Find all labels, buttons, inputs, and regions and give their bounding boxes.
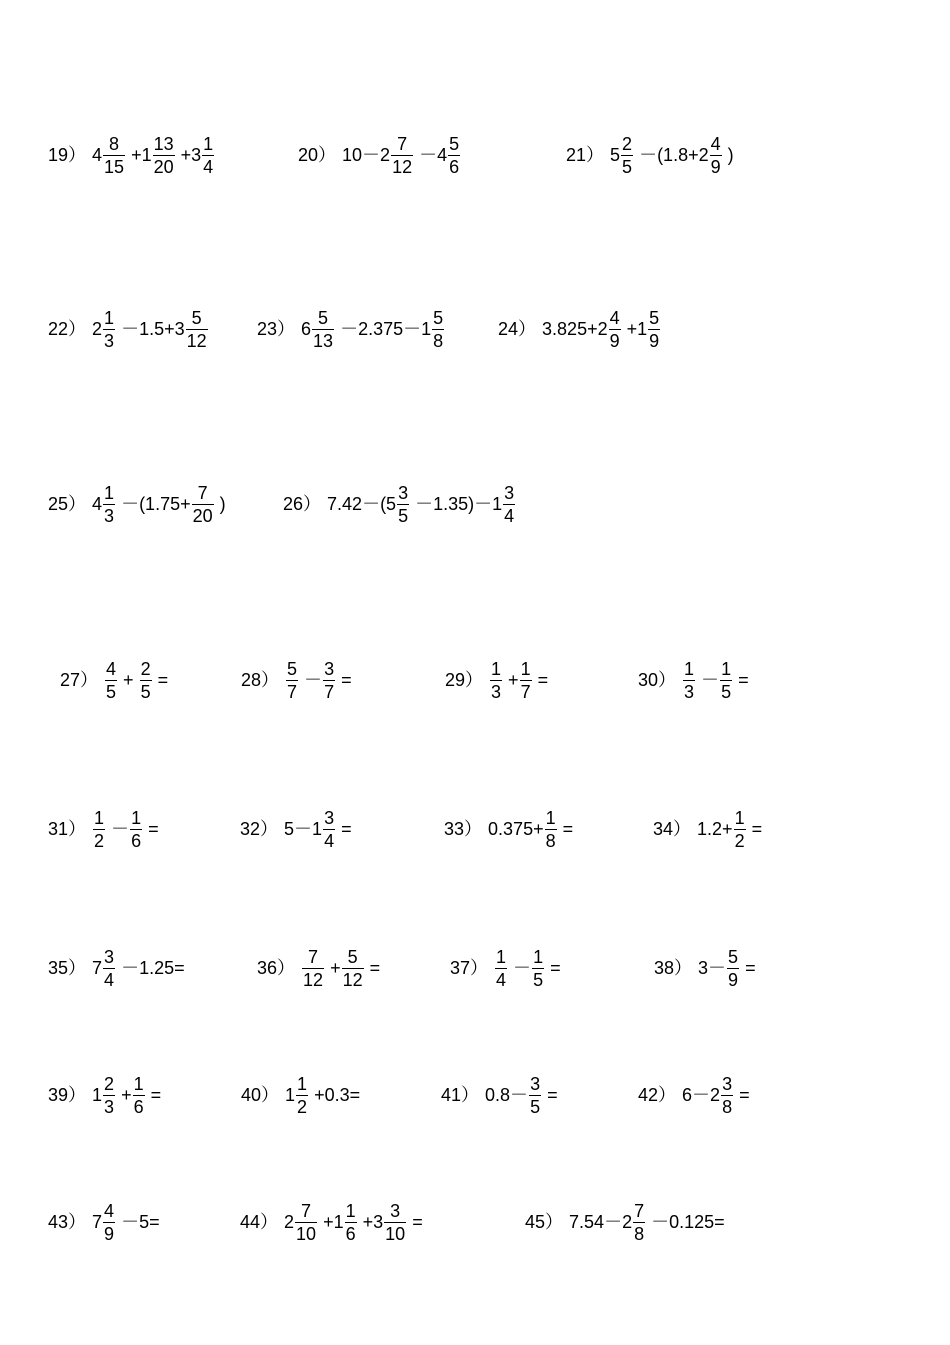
- fraction: [140, 660, 152, 701]
- expression-text: +3: [357, 1212, 384, 1232]
- expression-text: +: [503, 670, 519, 690]
- fraction: [323, 809, 335, 850]
- numerator: 1: [545, 807, 556, 828]
- numerator: 4: [104, 1200, 115, 1221]
- fraction: [93, 809, 105, 850]
- denominator: 8: [433, 330, 444, 351]
- problem-number: 22）: [48, 319, 87, 339]
- fraction: [103, 309, 115, 350]
- expression-text: =: [734, 1085, 750, 1105]
- problem-number: 20）: [298, 145, 337, 165]
- expression-text: －5=: [116, 1212, 160, 1232]
- expression-text: －(1.8+2: [634, 145, 709, 165]
- denominator: 12: [342, 969, 363, 990]
- expression-text: +3: [175, 145, 202, 165]
- problem-number: 30）: [638, 670, 677, 690]
- numerator: 7: [397, 133, 408, 154]
- denominator: 5: [398, 505, 409, 526]
- denominator: 9: [104, 1223, 115, 1244]
- expression-text: －1.35)－1: [410, 494, 503, 514]
- expression-text: =: [733, 670, 749, 690]
- problem-28: [241, 650, 352, 710]
- numerator: 1: [203, 133, 214, 154]
- denominator: 15: [104, 156, 125, 177]
- denominator: 9: [649, 330, 660, 351]
- problem-number: 39）: [48, 1085, 87, 1105]
- numerator: 3: [504, 482, 515, 503]
- problem-33: [444, 799, 573, 859]
- denominator: 3: [104, 1096, 115, 1117]
- problem-43: [48, 1192, 160, 1252]
- expression-text: =: [532, 670, 549, 690]
- problem-45: [525, 1192, 725, 1252]
- expression-text: 7: [92, 1212, 103, 1232]
- expression-text: －: [696, 670, 720, 690]
- fraction: [103, 948, 115, 989]
- problem-32: [240, 799, 352, 859]
- problem-37: [450, 938, 561, 998]
- expression-text: －(1.75+: [116, 494, 191, 514]
- problem-23: [257, 299, 445, 359]
- denominator: 10: [296, 1223, 317, 1244]
- problem-42: [638, 1065, 750, 1125]
- numerator: 2: [104, 1073, 115, 1094]
- denominator: 5: [533, 969, 544, 990]
- fraction: [153, 135, 175, 176]
- expression-text: －0.125=: [646, 1212, 725, 1232]
- problem-number: 34）: [653, 819, 692, 839]
- expression-text: =: [336, 819, 352, 839]
- fraction: [727, 948, 739, 989]
- expression-text: 3－: [698, 958, 727, 978]
- denominator: 20: [153, 156, 174, 177]
- expression-text: 6: [301, 319, 312, 339]
- problem-24: [498, 299, 661, 359]
- fraction: [133, 1075, 145, 1116]
- denominator: 6: [131, 830, 142, 851]
- expression-text: +: [118, 670, 139, 690]
- expression-text: ): [722, 145, 734, 165]
- expression-text: +1: [621, 319, 648, 339]
- fraction: [295, 1202, 317, 1243]
- numerator: 7: [197, 482, 208, 503]
- fraction: [683, 660, 695, 701]
- numerator: 4: [609, 307, 620, 328]
- numerator: 5: [347, 946, 358, 967]
- fraction: [105, 660, 117, 701]
- fraction: [103, 1075, 115, 1116]
- numerator: 5: [728, 946, 739, 967]
- expression-text: =: [545, 958, 561, 978]
- fraction: [448, 135, 460, 176]
- denominator: 6: [345, 1223, 356, 1244]
- problem-number: 38）: [654, 958, 693, 978]
- fraction: [490, 660, 502, 701]
- fraction: [342, 948, 364, 989]
- problem-26: [283, 474, 516, 534]
- numerator: 1: [721, 658, 732, 679]
- numerator: 5: [649, 307, 660, 328]
- expression-text: 2: [284, 1212, 295, 1232]
- fraction: [384, 1202, 406, 1243]
- problem-38: [654, 938, 756, 998]
- fraction: [286, 660, 298, 701]
- numerator: 1: [684, 658, 695, 679]
- denominator: 7: [324, 681, 335, 702]
- denominator: 20: [192, 505, 213, 526]
- denominator: 8: [634, 1223, 645, 1244]
- numerator: 1: [520, 658, 531, 679]
- expression-text: 2: [92, 319, 103, 339]
- problem-34: [653, 799, 762, 859]
- expression-text: －1.25=: [116, 958, 185, 978]
- problem-39: [48, 1065, 161, 1125]
- numerator: 3: [390, 1200, 401, 1221]
- numerator: 3: [398, 482, 409, 503]
- expression-text: 4: [92, 494, 103, 514]
- expression-text: =: [557, 819, 574, 839]
- numerator: 1: [104, 482, 115, 503]
- fraction: [103, 1202, 115, 1243]
- expression-text: 0.375+: [488, 819, 544, 839]
- fraction: [710, 135, 722, 176]
- problem-number: 33）: [444, 819, 483, 839]
- expression-text: －2.375－1: [335, 319, 432, 339]
- expression-text: 5: [610, 145, 621, 165]
- problem-44: [240, 1192, 423, 1252]
- problem-22: [48, 299, 209, 359]
- expression-text: +: [116, 1085, 132, 1105]
- problem-number: 24）: [498, 319, 537, 339]
- numerator: 3: [104, 946, 115, 967]
- fraction: [192, 484, 214, 525]
- numerator: 1: [491, 658, 502, 679]
- denominator: 4: [104, 969, 115, 990]
- expression-text: 1.2+: [697, 819, 733, 839]
- numerator: 1: [104, 307, 115, 328]
- expression-text: 1: [285, 1085, 296, 1105]
- fraction: [720, 660, 732, 701]
- numerator: 5: [449, 133, 460, 154]
- expression-text: =: [740, 958, 756, 978]
- denominator: 12: [186, 330, 207, 351]
- numerator: 5: [318, 307, 329, 328]
- fraction: [103, 484, 115, 525]
- expression-text: =: [336, 670, 352, 690]
- problem-number: 35）: [48, 958, 87, 978]
- fraction: [397, 484, 409, 525]
- fraction: [721, 1075, 733, 1116]
- problem-20: [298, 125, 461, 185]
- fraction: [609, 309, 621, 350]
- expression-text: 0.8－: [485, 1085, 529, 1105]
- numerator: 1: [496, 946, 507, 967]
- problem-number: 40）: [241, 1085, 280, 1105]
- problem-number: 41）: [441, 1085, 480, 1105]
- numerator: 13: [153, 133, 174, 154]
- problem-19: [48, 125, 215, 185]
- denominator: 5: [530, 1096, 541, 1117]
- expression-text: 7.42－(5: [327, 494, 397, 514]
- problem-number: 21）: [566, 145, 605, 165]
- problem-41: [441, 1065, 558, 1125]
- numerator: 1: [297, 1073, 308, 1094]
- numerator: 8: [109, 133, 120, 154]
- denominator: 8: [545, 830, 556, 851]
- expression-text: =: [746, 819, 763, 839]
- problem-number: 37）: [450, 958, 489, 978]
- numerator: 3: [530, 1073, 541, 1094]
- expression-text: 1: [92, 1085, 103, 1105]
- denominator: 9: [728, 969, 739, 990]
- problem-35: [48, 938, 185, 998]
- problem-25: [48, 474, 226, 534]
- problem-number: 26）: [283, 494, 322, 514]
- fraction: [495, 948, 507, 989]
- expression-text: =: [364, 958, 381, 978]
- expression-text: =: [152, 670, 169, 690]
- numerator: 4: [106, 658, 117, 679]
- problem-number: 44）: [240, 1212, 279, 1232]
- numerator: 2: [622, 133, 633, 154]
- fraction: [432, 309, 444, 350]
- problem-number: 32）: [240, 819, 279, 839]
- problem-number: 36）: [257, 958, 296, 978]
- problem-number: 28）: [241, 670, 280, 690]
- denominator: 4: [496, 969, 507, 990]
- expression-text: 3.825+2: [542, 319, 608, 339]
- denominator: 12: [392, 156, 413, 177]
- numerator: 3: [324, 658, 335, 679]
- expression-text: +: [325, 958, 341, 978]
- problem-number: 19）: [48, 145, 87, 165]
- numerator: 5: [287, 658, 298, 679]
- expression-text: 10－2: [342, 145, 391, 165]
- denominator: 4: [324, 830, 335, 851]
- numerator: 1: [533, 946, 544, 967]
- expression-text: ): [214, 494, 226, 514]
- fraction: [621, 135, 633, 176]
- denominator: 4: [203, 156, 214, 177]
- expression-text: －: [299, 670, 323, 690]
- fraction: [520, 660, 532, 701]
- expression-text: 7.54－2: [569, 1212, 633, 1232]
- fraction: [529, 1075, 541, 1116]
- expression-text: 6－2: [682, 1085, 721, 1105]
- denominator: 5: [721, 681, 732, 702]
- fraction: [302, 948, 324, 989]
- denominator: 3: [491, 681, 502, 702]
- denominator: 3: [104, 505, 115, 526]
- denominator: 6: [449, 156, 460, 177]
- problem-number: 43）: [48, 1212, 87, 1232]
- numerator: 5: [191, 307, 202, 328]
- problem-31: [48, 799, 159, 859]
- denominator: 9: [609, 330, 620, 351]
- denominator: 7: [287, 681, 298, 702]
- denominator: 5: [622, 156, 633, 177]
- fraction: [648, 309, 660, 350]
- expression-text: 7: [92, 958, 103, 978]
- problem-number: 25）: [48, 494, 87, 514]
- numerator: 1: [345, 1200, 356, 1221]
- problem-40: [241, 1065, 360, 1125]
- denominator: 13: [313, 330, 334, 351]
- fraction: [545, 809, 557, 850]
- fraction: [633, 1202, 645, 1243]
- expression-text: －4: [414, 145, 448, 165]
- denominator: 12: [303, 969, 324, 990]
- fraction: [345, 1202, 357, 1243]
- fraction: [391, 135, 413, 176]
- fraction: [202, 135, 214, 176]
- problem-number: 42）: [638, 1085, 677, 1105]
- numerator: 3: [324, 807, 335, 828]
- fraction: [130, 809, 142, 850]
- expression-text: =: [145, 1085, 162, 1105]
- expression-text: +1: [318, 1212, 344, 1232]
- numerator: 2: [140, 658, 151, 679]
- expression-text: =: [407, 1212, 423, 1232]
- fraction: [312, 309, 334, 350]
- expression-text: 5－1: [284, 819, 323, 839]
- denominator: 8: [722, 1096, 733, 1117]
- denominator: 5: [140, 681, 151, 702]
- expression-text: －: [508, 958, 532, 978]
- numerator: 1: [734, 807, 745, 828]
- problem-number: 27）: [60, 670, 99, 690]
- problem-number: 31）: [48, 819, 87, 839]
- expression-text: －1.5+3: [116, 319, 185, 339]
- numerator: 5: [433, 307, 444, 328]
- fraction: [323, 660, 335, 701]
- numerator: 7: [308, 946, 319, 967]
- denominator: 2: [734, 830, 745, 851]
- denominator: 7: [520, 681, 531, 702]
- expression-text: =: [143, 819, 159, 839]
- denominator: 6: [133, 1096, 144, 1117]
- denominator: 3: [104, 330, 115, 351]
- denominator: 3: [684, 681, 695, 702]
- denominator: 5: [106, 681, 117, 702]
- problem-27: [60, 650, 168, 710]
- expression-text: =: [542, 1085, 558, 1105]
- numerator: 1: [94, 807, 105, 828]
- fraction: [532, 948, 544, 989]
- expression-text: +0.3=: [309, 1085, 361, 1105]
- problem-21: [566, 125, 734, 185]
- expression-text: 4: [92, 145, 103, 165]
- denominator: 9: [710, 156, 721, 177]
- fraction: [503, 484, 515, 525]
- numerator: 7: [634, 1200, 645, 1221]
- fraction: [186, 309, 208, 350]
- expression-text: +1: [126, 145, 152, 165]
- numerator: 4: [710, 133, 721, 154]
- expression-text: －: [106, 819, 130, 839]
- fraction: [734, 809, 746, 850]
- problem-29: [445, 650, 548, 710]
- numerator: 3: [722, 1073, 733, 1094]
- fraction: [296, 1075, 308, 1116]
- fraction: [103, 135, 125, 176]
- denominator: 2: [94, 830, 105, 851]
- problem-30: [638, 650, 749, 710]
- denominator: 4: [504, 505, 515, 526]
- problem-number: 45）: [525, 1212, 564, 1232]
- denominator: 2: [297, 1096, 308, 1117]
- denominator: 10: [385, 1223, 406, 1244]
- numerator: 1: [131, 807, 142, 828]
- numerator: 1: [133, 1073, 144, 1094]
- problem-number: 29）: [445, 670, 484, 690]
- problem-36: [257, 938, 380, 998]
- numerator: 7: [301, 1200, 312, 1221]
- problem-number: 23）: [257, 319, 296, 339]
